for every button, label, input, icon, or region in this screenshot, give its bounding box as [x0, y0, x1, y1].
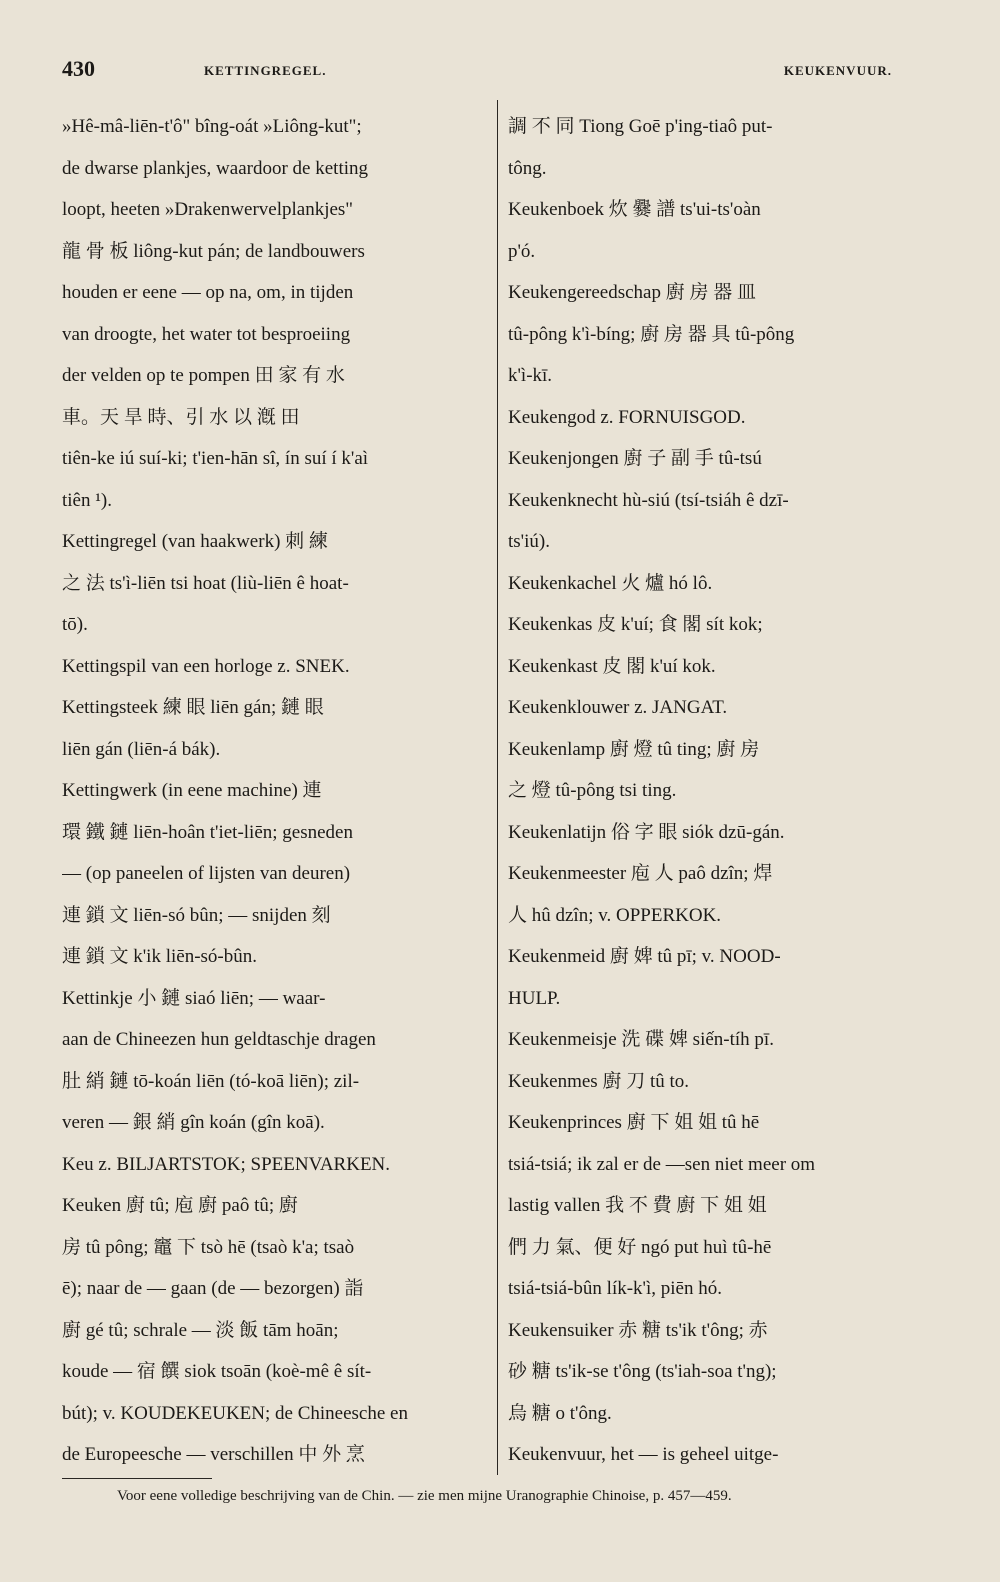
text-line: loopt, heeten »Drakenwervelplankjes" [62, 199, 354, 220]
text-line: Keu z. BILJARTSTOK; SPEENVARKEN. [62, 1153, 391, 1175]
text-line: 房 tû pông; 竈 下 tsò hē (tsaò k'a; tsaò [62, 1236, 355, 1258]
text-line: HULP. [508, 987, 561, 1009]
text-line: Keukenkast 皮 閣 k'uí kok. [508, 655, 716, 677]
text-line: veren — 銀 綃 gîn koán (gîn koā). [62, 1112, 325, 1133]
text-line: Keukenboek 炊 爨 譜 ts'ui-ts'oàn [508, 199, 761, 220]
text-line: Keukenmeester 庖 人 paô dzîn; 焊 [508, 863, 773, 884]
text-line: 烏 糖 o t'ông. [508, 1402, 612, 1424]
text-line: koude — 宿 饌 siok tsoān (koè-mê ê sít- [62, 1361, 372, 1382]
text-line: 之 法 ts'ì-liēn tsi hoat (liù-liēn ê hoat- [62, 572, 349, 594]
text-line: 調 不 同 Tiong Goē p'ing-tiaô put- [508, 116, 773, 137]
text-line: tiên ¹). [62, 489, 113, 511]
text-line: Kettingwerk (in eene machine) 連 [62, 780, 322, 801]
text-line: tông. [508, 157, 547, 179]
text-line: Keukenkas 皮 k'uí; 食 閣 sít kok; [508, 614, 763, 635]
text-line: liēn gán (liēn-á bák). [62, 738, 221, 760]
text-line: Kettinkje 小 鏈 siaó liēn; — waar- [62, 987, 326, 1009]
text-line: 之 燈 tû-pông tsi ting. [508, 780, 677, 801]
text-line: Keukenmes 廚 刀 tû to. [508, 1070, 690, 1092]
text-line: Kettingregel (van haakwerk) 刺 練 [62, 531, 328, 552]
text-line: tiên-ke iú suí-ki; t'ien-hān sî, ín suí í k'aì [62, 448, 369, 469]
footnote-rule [62, 1478, 212, 1479]
page-number: 430 [62, 56, 95, 81]
text-line: Keukengereedschap 廚 房 器 皿 [508, 282, 756, 303]
page-header [62, 56, 942, 92]
text-line: aan de Chineezen hun geldtaschje dragen [62, 1029, 376, 1050]
text-line: Kettingspil van een horloge z. SNEK. [62, 655, 350, 677]
text-line: de dwarse plankjes, waardoor de ketting [62, 157, 369, 179]
text-line: 車。天 旱 時、引 水 以 漑 田 [62, 406, 300, 428]
text-line: 連 鎖 文 k'ik liēn-só-bûn. [62, 946, 257, 967]
text-line: tsiá-tsiá; ik zal er de —sen niet meer om [508, 1153, 816, 1175]
text-line: 肚 綃 鏈 tō-koán liēn (tó-koā liēn); zil- [62, 1070, 360, 1092]
running-head-left: KETTINGREGEL. [204, 63, 327, 78]
text-line: k'ì-kī. [508, 365, 553, 386]
text-line: Keukenkachel 火 爐 hó lô. [508, 572, 713, 594]
text-line: 們 力 氣、便 好 ngó put huì tû-hē [508, 1236, 772, 1258]
text-line: tsiá-tsiá-bûn lík-k'ì, piēn hó. [508, 1278, 722, 1299]
text-line: 砂 糖 ts'ik-se t'ông (ts'iah-soa t'ng); [508, 1361, 777, 1382]
text-line: der velden op te pompen 田 家 有 水 [62, 365, 345, 386]
right-column [508, 106, 938, 1476]
text-line: 人 hû dzîn; v. OPPERKOK. [508, 904, 722, 926]
text-line: tō). [62, 614, 88, 635]
text-line: 廚 gé tû; schrale — 淡 飯 tām hoān; [62, 1319, 339, 1341]
column-divider [497, 100, 498, 1475]
text-line: p'ó. [508, 240, 536, 262]
text-line: ts'iú). [508, 531, 550, 552]
text-line: Keukenmeid 廚 婢 tû pī; v. NOOD- [508, 946, 781, 967]
running-head-right: KEUKENVUUR. [783, 63, 892, 78]
text-line: de Europeesche — verschillen 中 外 烹 [62, 1444, 365, 1465]
text-line: houden er eene — op na, om, in tijden [62, 282, 354, 303]
text-line: 龍 骨 板 liông-kut pán; de landbouwers [62, 240, 365, 262]
text-line: Keukensuiker 赤 糖 ts'ik t'ông; 赤 [508, 1319, 768, 1341]
text-line: Keukenprinces 廚 下 姐 姐 tû hē [508, 1112, 760, 1133]
text-line: Keukenvuur, het — is geheel uitge- [508, 1444, 779, 1465]
text-line: bút); v. KOUDEKEUKEN; de Chineesche en [62, 1402, 408, 1424]
footnote: Voor eene volledige beschrijving van de Chin. — zie men mijne Uranographie Chinoise, p. 457—459. [117, 1488, 732, 1504]
text-line: 環 鐵 鏈 liēn-hoân t'iet-liēn; gesneden [62, 821, 353, 843]
text-line: Keukenjongen 廚 子 副 手 tû-tsú [508, 448, 762, 469]
text-line: ē); naar de — gaan (de — bezorgen) 詣 [62, 1278, 364, 1299]
text-line: Kettingsteek 練 眼 liēn gán; 鏈 眼 [62, 697, 324, 718]
text-line: tû-pông k'ì-bíng; 廚 房 器 具 tû-pông [508, 323, 795, 345]
text-line: Keukenmeisje 洗 碟 婢 siến-tíh pī. [508, 1029, 774, 1050]
text-line: Keukenlamp 廚 燈 tû ting; 廚 房 [508, 738, 760, 760]
text-line: Keukenlatijn 俗 字 眼 siók dzū-gán. [508, 821, 785, 843]
text-line: lastig vallen 我 不 費 廚 下 姐 姐 [508, 1195, 767, 1216]
text-line: van droogte, het water tot besproeiing [62, 323, 351, 345]
text-line: 連 鎖 文 liēn-só bûn; — snijden 刻 [62, 904, 331, 926]
text-line: Keukenklouwer z. JANGAT. [508, 697, 728, 718]
text-line: — (op paneelen of lijsten van deuren) [62, 863, 351, 884]
text-line: Keukenknecht hù-siú (tsí-tsiáh ê dzī- [508, 489, 789, 511]
text-line: »Hê-mâ-liēn-t'ô" bîng-oát »Liông-kut"; [62, 116, 362, 137]
text-line: Keuken 廚 tû; 庖 廚 paô tû; 廚 [62, 1195, 298, 1216]
left-column [62, 106, 486, 1476]
text-line: Keukengod z. FORNUISGOD. [508, 406, 746, 428]
